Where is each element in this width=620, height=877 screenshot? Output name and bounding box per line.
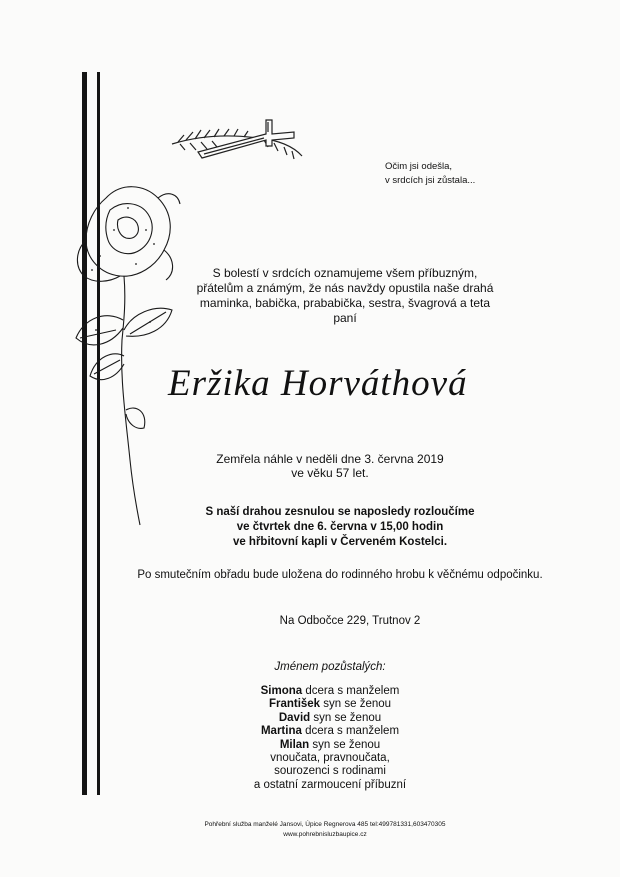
mourner-name: Milan	[279, 738, 310, 751]
footer-website: www.pohrebnisluzbaupice.cz	[283, 831, 367, 838]
mourner-row	[220, 685, 440, 698]
deceased-name: Eržika Horváthová	[168, 363, 468, 404]
mourner-row	[220, 725, 440, 738]
footer-line: Pohřební služba manželé Jansovi, Úpice Regnerova 485 tel:499781331,603470305	[204, 821, 446, 828]
mourner-name: František	[268, 698, 321, 711]
funeral-line: ve čtvrtek dne 6. června v 15,00 hodin	[236, 521, 444, 533]
funeral-service-footer	[170, 820, 480, 840]
mourner-name: Martina	[260, 725, 302, 738]
motto	[385, 160, 515, 188]
mourner-row	[220, 779, 440, 792]
mourner-row	[220, 712, 440, 725]
on-behalf-heading: Jménem pozůstalých:	[274, 661, 386, 673]
mourner-relation: vnoučata, pravnoučata,	[270, 752, 390, 765]
intro-line: maminka, babička, prababička, sestra, švagrová a teta	[199, 296, 491, 310]
mourner-name: Simona	[260, 685, 303, 697]
motto-line: Očim jsi odešla,	[385, 161, 453, 172]
death-info-line: Zemřela náhle v neděli dne 3. června 2019	[216, 452, 444, 466]
intro-line: přátelům a známým, že nás navždy opustila naše drahá	[196, 281, 494, 295]
mourner-relation: syn se ženou	[310, 711, 382, 724]
announcement-intro	[180, 266, 510, 326]
mourner-relation: dcera s manželem	[301, 725, 400, 738]
mourner-name: David	[278, 711, 311, 724]
funeral-line: S naší drahou zesnulou se naposledy rozloučíme	[205, 506, 475, 518]
motto-line: v srdcích jsi zůstala...	[385, 175, 476, 186]
mourner-relation: dcera s manželem	[302, 685, 400, 697]
address: Na Odbočce 229, Trutnov 2	[279, 615, 421, 627]
mourner-relation: syn se ženou	[320, 698, 392, 711]
burial-note: Po smutečním obřadu bude uložena do rodinného hrobu k věčnému odpočinku.	[137, 569, 543, 581]
intro-line: S bolestí v srdcích oznamujeme všem příbuzným,	[212, 266, 478, 280]
intro-line: paní	[333, 311, 357, 325]
mourner-row	[220, 765, 440, 778]
death-info	[180, 452, 480, 480]
rose-illustration	[66, 180, 184, 530]
mourner-relation: a ostatní zarmoucení příbuzní	[253, 778, 407, 791]
mourner-relation: sourozenci s rodinami	[274, 765, 386, 778]
cross-with-palm-icon	[168, 112, 310, 172]
funeral-info	[160, 505, 520, 550]
death-info-line: ve věku 57 let.	[291, 466, 369, 480]
mourners-list	[220, 685, 440, 792]
funeral-line: ve hřbitovní kapli v Červeném Kostelci.	[232, 536, 448, 548]
mourner-row	[220, 739, 440, 752]
mourner-relation: syn se ženou	[309, 738, 381, 751]
mourner-row	[220, 752, 440, 765]
mourner-row	[220, 698, 440, 711]
